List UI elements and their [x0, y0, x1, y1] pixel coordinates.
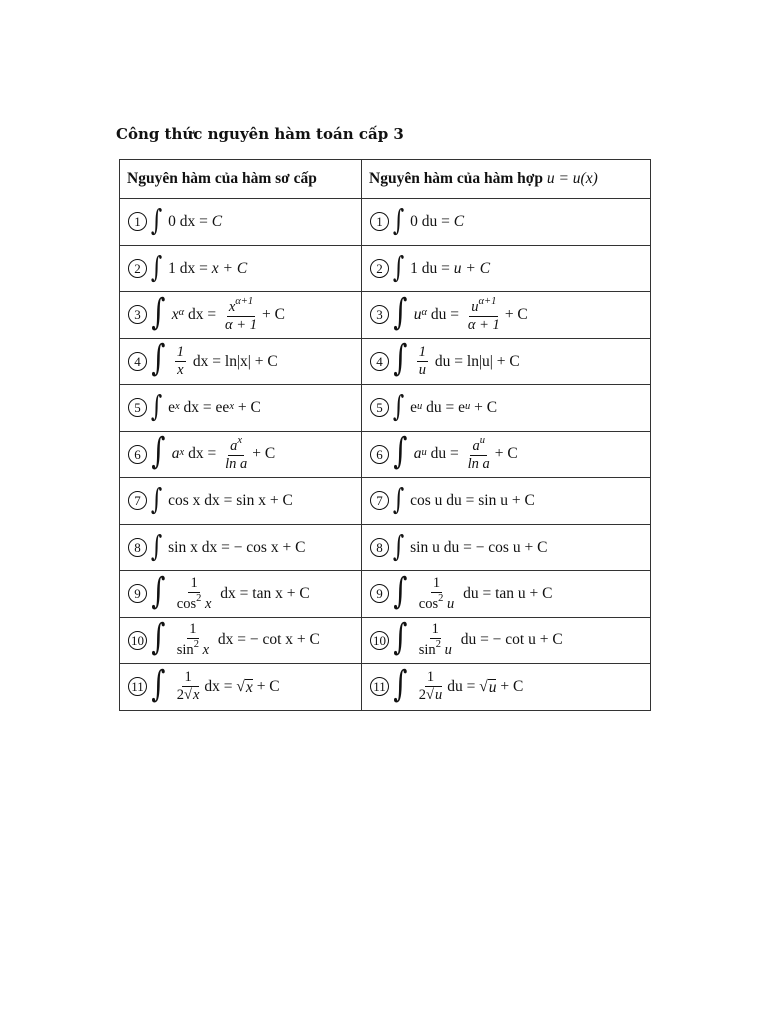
- formula: [370, 663, 650, 705]
- fraction-numerator: [188, 576, 199, 593]
- formula-text: 1 du =: [410, 259, 454, 277]
- formula-number-badge: 4: [370, 352, 389, 371]
- formula-text: du =: [427, 305, 463, 323]
- fraction-denominator: [175, 593, 214, 612]
- integral-sign-icon: ∫: [151, 570, 166, 612]
- fraction-numerator: [227, 297, 255, 317]
- fraction-denominator: [175, 639, 211, 658]
- formula: [128, 291, 361, 333]
- formula: [370, 203, 650, 238]
- formula: [128, 528, 361, 563]
- denominator-exponent: 2: [196, 592, 202, 604]
- elementary-formula-cell: [120, 431, 362, 478]
- integrand-base: u: [413, 305, 422, 323]
- elementary-formula-cell: [120, 478, 362, 525]
- integrand-exponent: x: [179, 446, 185, 458]
- formula-text: dx = tan x + C: [216, 584, 310, 602]
- integral-sign-icon: ∫: [393, 338, 408, 380]
- formula: [128, 203, 361, 238]
- composite-formula-cell: [362, 664, 651, 711]
- elementary-formula-cell: [120, 571, 362, 618]
- fraction-numerator: [187, 622, 198, 639]
- table-row: [120, 664, 651, 711]
- elementary-formula-cell: [120, 524, 362, 571]
- table-body: [120, 199, 651, 711]
- integral-sign-icon: ∫: [393, 570, 408, 612]
- formula-number-badge: 1: [128, 212, 147, 231]
- denominator-text: α + 1: [225, 316, 257, 333]
- formula-text: dx =: [184, 445, 221, 463]
- fraction: [417, 670, 444, 703]
- fraction-numerator: [470, 436, 487, 456]
- fraction-numerator: [228, 436, 244, 456]
- integrand-base: x: [171, 305, 179, 323]
- integral-sign-icon: ∫: [151, 617, 166, 659]
- table-row: [120, 385, 651, 432]
- table-header-row: [120, 160, 651, 199]
- formula-number-badge: 6: [370, 445, 389, 464]
- integral-sign-icon: ∫: [151, 663, 166, 705]
- table-row: [120, 524, 651, 571]
- fraction-denominator: [175, 687, 202, 703]
- denominator-exponent: 2: [438, 592, 444, 604]
- formula-result: x + C: [211, 259, 248, 277]
- fraction-denominator: [417, 593, 456, 612]
- fraction: [223, 436, 249, 472]
- formula-text: du =: [426, 445, 463, 463]
- elementary-formula-cell: [120, 617, 362, 664]
- integral-sign-icon: ∫: [393, 291, 408, 333]
- composite-formula-cell: [362, 571, 651, 618]
- formula-number-badge: 3: [128, 305, 147, 324]
- formula-number-badge: 7: [370, 491, 389, 510]
- integral-sign-icon: ∫: [150, 203, 163, 238]
- elementary-formula-cell: [120, 245, 362, 292]
- formula-table: [119, 159, 651, 711]
- numerator-exponent: x: [237, 435, 243, 447]
- integral-sign-icon: ∫: [393, 663, 408, 705]
- fraction-numerator: [430, 622, 441, 639]
- formula-result: u + C: [453, 259, 491, 277]
- sqrt-radicand: x: [245, 678, 253, 696]
- composite-formula-cell: [362, 524, 651, 571]
- fraction: [466, 436, 492, 472]
- formula: [370, 482, 650, 517]
- denominator-prefix: 2√: [176, 687, 192, 704]
- integral-sign-icon: ∫: [392, 389, 405, 424]
- formula: [128, 431, 361, 473]
- formula-text: dx = ln|x| + C: [189, 352, 278, 370]
- fraction-denominator: [466, 456, 492, 472]
- formula-text: du = tan u + C: [459, 584, 553, 602]
- sqrt-radicand: u: [488, 678, 497, 696]
- numerator: 1: [190, 574, 198, 591]
- formula-number-badge: 8: [128, 538, 147, 557]
- elementary-formula-cell: [120, 292, 362, 339]
- formula-number-badge: 10: [370, 631, 389, 650]
- numerator: 1: [418, 343, 427, 360]
- table-row: [120, 431, 651, 478]
- formula: [370, 528, 650, 563]
- formula-text: cos u du = sin u + C: [410, 492, 535, 509]
- integrand-base: e: [410, 399, 417, 416]
- formula: [370, 431, 650, 473]
- denominator-var: u: [443, 595, 455, 612]
- integral-sign-icon: ∫: [150, 482, 163, 517]
- integrand-exponent: α: [178, 307, 185, 319]
- formula-text: + C: [470, 399, 498, 416]
- fraction-denominator: [417, 639, 454, 658]
- formula-text: du = √: [447, 678, 488, 695]
- formula-number-badge: 9: [128, 584, 147, 603]
- composite-formula-cell: [362, 245, 651, 292]
- integrand-base: a: [171, 445, 180, 463]
- integral-sign-icon: ∫: [392, 482, 405, 517]
- integral-sign-icon: ∫: [151, 338, 166, 380]
- formula-text: + C: [496, 678, 524, 695]
- composite-formula-cell: [362, 478, 651, 525]
- formula-text: du = − cot u + C: [456, 631, 563, 649]
- composite-formula-cell: [362, 385, 651, 432]
- formula-text: 1 dx =: [168, 259, 212, 277]
- numerator: 1: [426, 669, 435, 686]
- formula: [370, 617, 650, 659]
- formula: [128, 249, 361, 284]
- table-row: [120, 292, 651, 339]
- formula-result: C: [211, 213, 223, 230]
- numerator: 1: [431, 621, 439, 638]
- formula-number-badge: 11: [128, 677, 147, 696]
- page-title: Công thức nguyên hàm toán cấp 3: [116, 125, 404, 143]
- fraction: [417, 345, 428, 378]
- formula-number-badge: 5: [370, 398, 389, 417]
- fraction-denominator: [223, 456, 249, 472]
- formula-text: dx =: [184, 305, 221, 323]
- denominator-exponent: 2: [435, 639, 441, 651]
- table-row: [120, 245, 651, 292]
- composite-formula-cell: [362, 431, 651, 478]
- numerator: 1: [189, 621, 197, 638]
- result-exponent: u: [465, 400, 471, 412]
- numerator: 1: [176, 343, 185, 360]
- denominator-var: x: [198, 642, 209, 659]
- formula-text: du = ln|u| + C: [431, 352, 520, 370]
- denominator-func: sin: [176, 642, 194, 659]
- formula-number-badge: 11: [370, 677, 389, 696]
- denominator-text: α + 1: [467, 316, 500, 333]
- formula-result: C: [453, 213, 465, 230]
- denominator-var: u: [440, 642, 452, 659]
- integral-sign-icon: ∫: [150, 249, 163, 284]
- denominator-func: cos: [418, 595, 439, 612]
- denominator: x: [177, 361, 184, 378]
- formula-text: + C: [252, 445, 276, 463]
- table-row: [120, 571, 651, 618]
- sqrt-radicand: u: [434, 687, 443, 704]
- formula: [370, 570, 650, 612]
- integrand-exponent: u: [421, 446, 427, 458]
- fraction-numerator: [431, 576, 442, 593]
- fraction: [175, 576, 214, 612]
- integral-sign-icon: ∫: [151, 291, 166, 333]
- formula-number-badge: 4: [128, 352, 147, 371]
- formula-number-badge: 2: [370, 259, 389, 278]
- integral-sign-icon: ∫: [150, 528, 163, 563]
- formula-text: cos x dx = sin x + C: [168, 492, 293, 509]
- formula-text: 0 du =: [410, 213, 454, 230]
- formula: [128, 617, 361, 659]
- numerator-exponent: α+1: [235, 295, 254, 307]
- formula-text: 0 dx =: [168, 213, 212, 230]
- formula: [370, 338, 650, 380]
- formula-text: du = e: [422, 399, 465, 416]
- formula-text: sin u du = − cos u + C: [410, 538, 548, 556]
- composite-formula-cell: [362, 199, 651, 246]
- formula-number-badge: 3: [370, 305, 389, 324]
- formula-text: + C: [252, 678, 280, 695]
- fraction: [175, 670, 202, 703]
- numerator: 1: [184, 669, 192, 686]
- elementary-formula-cell: [120, 664, 362, 711]
- formula-number-badge: 2: [128, 259, 147, 278]
- integral-sign-icon: ∫: [392, 203, 405, 238]
- composite-formula-cell: [362, 617, 651, 664]
- integral-sign-icon: ∫: [393, 431, 408, 473]
- denominator: u: [418, 361, 427, 378]
- formula-text: + C: [233, 399, 261, 416]
- composite-formula-cell: [362, 292, 651, 339]
- formula: [128, 338, 361, 380]
- elementary-formula-cell: [120, 199, 362, 246]
- integrand-exponent: α: [421, 307, 428, 319]
- formula: [128, 570, 361, 612]
- fraction: [175, 622, 211, 658]
- formula-number-badge: 1: [370, 212, 389, 231]
- fraction-denominator: [417, 687, 444, 703]
- fraction: [466, 297, 502, 333]
- formula-text: + C: [504, 305, 528, 323]
- fraction-numerator: [175, 345, 186, 362]
- formula-text: dx = − cot x + C: [214, 631, 320, 649]
- formula-text: dx = √: [204, 678, 245, 695]
- sqrt-radicand: x: [192, 687, 200, 704]
- denominator-prefix: 2√: [418, 687, 434, 704]
- numerator-base: a: [472, 437, 480, 454]
- fraction: [175, 345, 186, 378]
- table-row: [120, 617, 651, 664]
- fraction-numerator: [417, 345, 428, 362]
- table-row: [120, 199, 651, 246]
- integrand-base: a: [413, 445, 422, 463]
- integral-sign-icon: ∫: [392, 249, 405, 284]
- fraction: [223, 297, 259, 333]
- integrand-base: e: [168, 399, 175, 416]
- formula-number-badge: 8: [370, 538, 389, 557]
- formula: [370, 389, 650, 424]
- fraction: [417, 576, 456, 612]
- formula-number-badge: 7: [128, 491, 147, 510]
- numerator-base: u: [471, 298, 479, 315]
- fraction-denominator: [417, 362, 428, 378]
- fraction-numerator: [469, 297, 498, 317]
- formula-text: sin x dx = − cos x + C: [168, 538, 306, 556]
- formula: [128, 389, 361, 424]
- formula: [370, 249, 650, 284]
- formula-text: + C: [261, 305, 285, 323]
- fraction: [417, 622, 454, 658]
- formula-text: + C: [494, 445, 518, 463]
- formula: [370, 291, 650, 333]
- denominator-func: cos: [176, 595, 197, 612]
- header-composite-functions: Nguyên hàm của hàm hợp u = u(x): [362, 160, 651, 199]
- result-exponent: x: [229, 400, 234, 412]
- formula-number-badge: 10: [128, 631, 147, 650]
- composite-formula-cell: [362, 338, 651, 385]
- numerator-exponent: u: [479, 435, 485, 447]
- numerator-base: a: [230, 437, 238, 454]
- denominator-exponent: 2: [193, 639, 199, 651]
- denominator-text: ln a: [225, 456, 248, 473]
- fraction-numerator: [425, 670, 436, 687]
- numerator-exponent: α+1: [478, 295, 497, 307]
- table-row: [120, 478, 651, 525]
- fraction-denominator: [223, 317, 259, 333]
- elementary-formula-cell: [120, 338, 362, 385]
- formula-number-badge: 6: [128, 445, 147, 464]
- fraction-denominator: [466, 317, 502, 333]
- numerator-base: x: [228, 298, 236, 315]
- numerator: 1: [432, 574, 441, 591]
- integrand-exponent: u: [417, 400, 423, 412]
- denominator-func: sin: [418, 642, 436, 659]
- formula-number-badge: 5: [128, 398, 147, 417]
- integral-sign-icon: ∫: [150, 389, 163, 424]
- formula-text: dx = ee: [179, 399, 230, 416]
- fraction-numerator: [182, 670, 193, 687]
- formula: [128, 482, 361, 517]
- table-row: [120, 338, 651, 385]
- elementary-formula-cell: [120, 385, 362, 432]
- integral-sign-icon: ∫: [392, 528, 405, 563]
- integrand-exponent: x: [175, 400, 180, 412]
- header-elementary-functions: Nguyên hàm của hàm sơ cấp: [120, 160, 362, 199]
- formula-number-badge: 9: [370, 584, 389, 603]
- integral-sign-icon: ∫: [393, 617, 408, 659]
- integral-sign-icon: ∫: [151, 431, 166, 473]
- denominator-var: x: [201, 595, 212, 612]
- fraction-denominator: [175, 362, 185, 378]
- formula: [128, 663, 361, 705]
- denominator-text: ln a: [467, 456, 490, 473]
